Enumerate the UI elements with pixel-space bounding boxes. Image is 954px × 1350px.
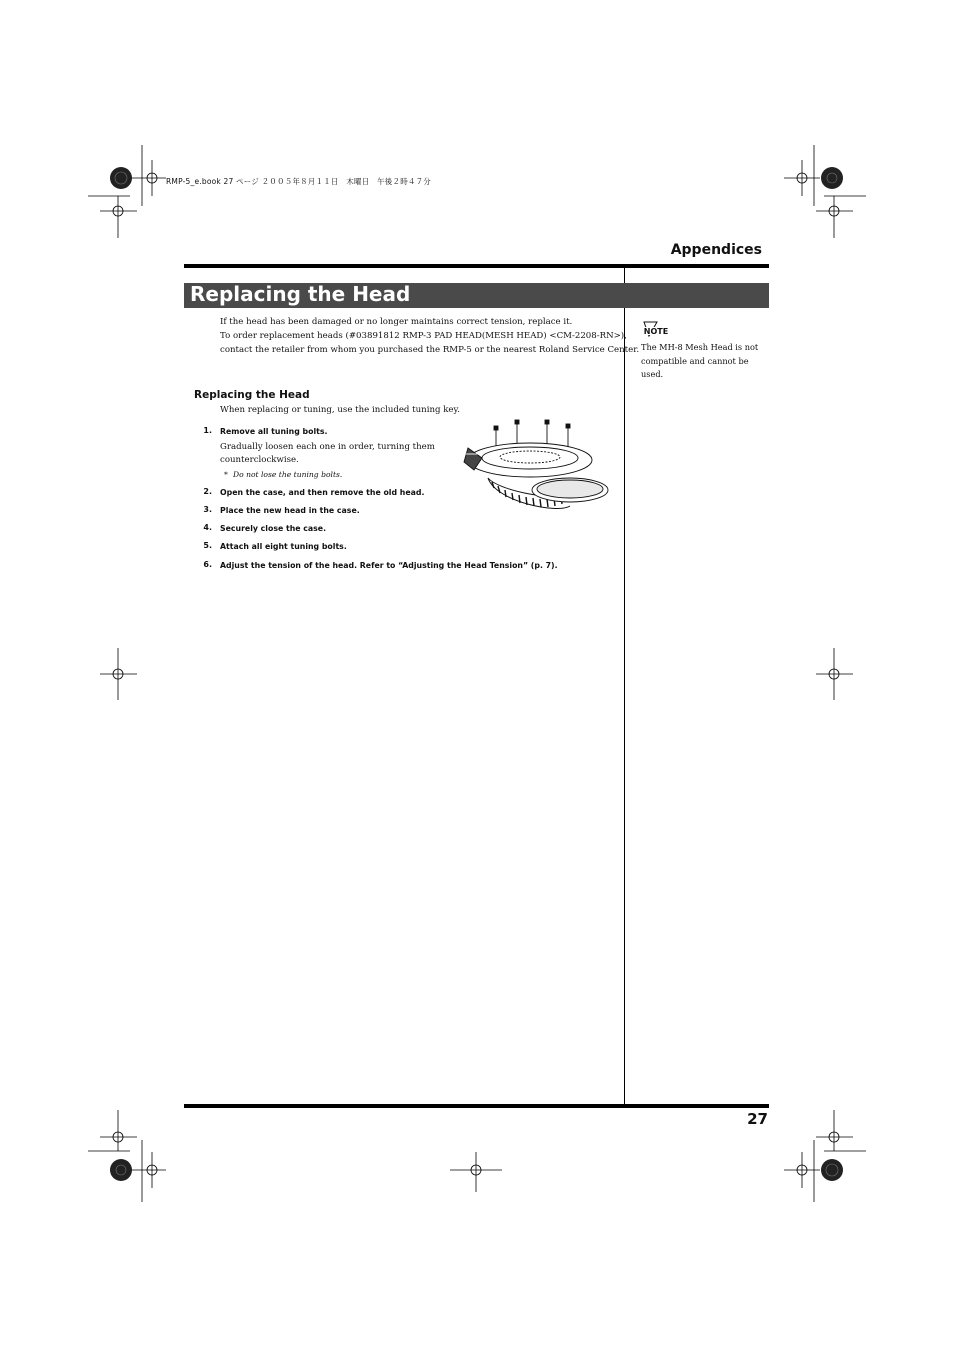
note-icon: [641, 320, 671, 340]
caution-text: Do not lose the tuning bolts.: [233, 470, 343, 479]
column-divider: [624, 268, 625, 1105]
intro-line-3: contact the retailer from whom you purchased the RMP-5 or the nearest Roland Service Center.: [220, 345, 640, 355]
step-number: 6.: [203, 560, 212, 569]
step-text: Open the case, and then remove the old head.: [220, 488, 425, 497]
intro-line-2: To order replacement heads (#03891812 RMP-3 PAD HEAD(MESH HEAD) <CM-2208-RN>),: [220, 331, 627, 341]
step-text: Place the new head in the case.: [220, 506, 360, 515]
step1-detail-line-1: Gradually loosen each one in order, turning them: [220, 442, 435, 452]
top-rule: [184, 264, 769, 268]
step-number: 2.: [203, 487, 212, 496]
subsection-lead: When replacing or tuning, use the included tuning key.: [220, 405, 460, 415]
pad-head-illustration: [458, 418, 612, 520]
step-number: 1.: [203, 426, 212, 435]
note-line-3: used.: [641, 369, 664, 379]
step-number: 4.: [203, 523, 212, 532]
step-number: 5.: [203, 541, 212, 550]
caution-mark: *: [224, 470, 228, 479]
step-text: Attach all eight tuning bolts.: [220, 542, 347, 551]
step-text: Remove all tuning bolts.: [220, 427, 328, 436]
step-text: Adjust the tension of the head. Refer to “Adjusting the Head Tension” (p. 7).: [220, 561, 558, 570]
sidebar-note: [641, 341, 766, 382]
note-label: NOTE: [643, 327, 669, 336]
section-label: Appendices: [670, 242, 762, 258]
page-title: Replacing the Head: [190, 282, 411, 306]
note-line-2: compatible and cannot be: [641, 355, 749, 366]
intro-line-1: If the head has been damaged or no longer maintains correct tension, replace it.: [220, 317, 573, 327]
step-number: 3.: [203, 505, 212, 514]
note-line-1: The MH-8 Mesh Head is not: [641, 342, 759, 352]
step-text: Securely close the case.: [220, 524, 327, 533]
print-header: RMP-5_e.book 27 ページ ２００５年８月１１日 木曜日 午後２時４７分: [166, 177, 431, 186]
page-number: 27: [747, 1110, 768, 1128]
bottom-rule: [184, 1104, 769, 1108]
step1-detail-line-2: counterclockwise.: [220, 455, 299, 465]
subsection-heading: Replacing the Head: [194, 389, 310, 401]
